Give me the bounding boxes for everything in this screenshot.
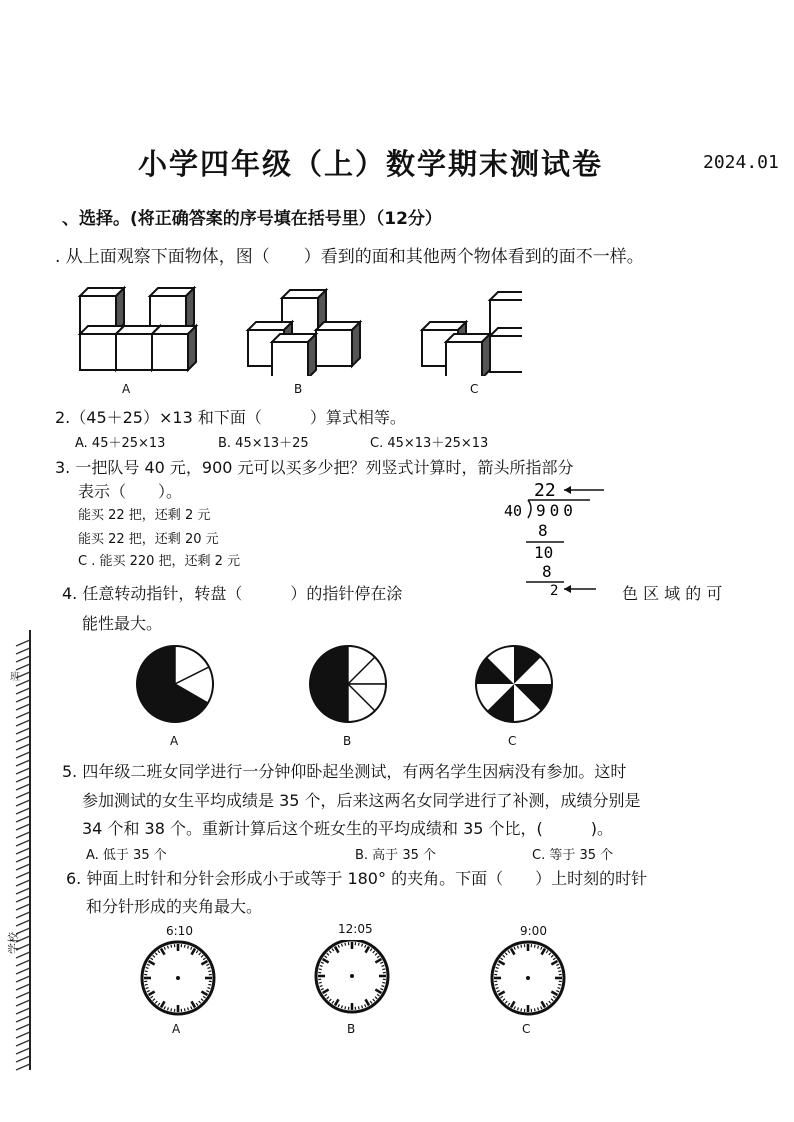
spinner-c bbox=[476, 646, 552, 722]
clock-b-time: 12:05 bbox=[338, 922, 373, 936]
clock-face-b bbox=[316, 940, 388, 1012]
svg-text:班: 班 bbox=[10, 672, 20, 683]
q2-option-b: B. 45×13＋25 bbox=[218, 436, 309, 451]
question-6-line-2: 和分针形成的夹角最大。 bbox=[86, 897, 263, 916]
binding-margin bbox=[0, 600, 50, 1080]
question-5-line-1: 5. 四年级二班女同学进行一分钟仰卧起坐测试，有两名学生因病没有参加。这时 bbox=[62, 762, 627, 781]
page-title: 小学四年级（上）数学期末测试卷 bbox=[138, 147, 604, 181]
question-1-text: . 从上面观察下面物体，图（ ）看到的面和其他两个物体看到的面不一样。 bbox=[55, 247, 644, 267]
question-4-line-2: 能性最大。 bbox=[82, 614, 163, 633]
question-6-line-1: 6. 钟面上时针和分针会形成小于或等于 180° 的夹角。下面（ ）上时刻的时针 bbox=[66, 869, 648, 888]
school-label: 学校 bbox=[7, 932, 20, 954]
division-dividend: 900 bbox=[536, 501, 577, 520]
division-remainder: 2 bbox=[550, 583, 559, 598]
section-heading: 、选择。(将正确答案的序号填在括号里）（12分） bbox=[62, 209, 442, 229]
clock-faces bbox=[130, 940, 600, 1020]
clock-face-a bbox=[142, 942, 214, 1014]
figure-label-b: B bbox=[294, 382, 303, 396]
clock-label-a: A bbox=[172, 1022, 181, 1036]
spinner-label-a: A bbox=[170, 734, 179, 748]
question-4-line-1a: 4. 任意转动指针，转盘（ ）的指针停在涂 bbox=[62, 584, 403, 603]
q2-option-a: A. 45＋25×13 bbox=[75, 436, 166, 451]
clock-c-time: 9:00 bbox=[520, 924, 547, 938]
cube-figure-c bbox=[422, 292, 522, 376]
cube-figures bbox=[72, 284, 522, 376]
division-step-3: 8 bbox=[542, 562, 552, 581]
question-4-line-1b: 色 区 域 的 可 bbox=[622, 584, 723, 603]
spinner-label-b: B bbox=[343, 734, 352, 748]
question-5-line-3: 34 个和 38 个。重新计算后这个班女生的平均成绩和 35 个比，( )。 bbox=[82, 819, 613, 838]
spinner-label-c: C bbox=[508, 734, 517, 748]
q3-option-c: C . 能买 220 把，还剩 2 元 bbox=[78, 554, 241, 569]
division-step-1: 8 bbox=[538, 521, 548, 540]
q3-option-a: 能买 22 把，还剩 2 元 bbox=[78, 508, 211, 523]
question-3-line-1: 3. 一把队号 40 元，900 元可以买多少把？列竖式计算时，箭头所指部分 bbox=[55, 458, 574, 477]
q5-option-a: A. 低于 35 个 bbox=[86, 848, 167, 863]
question-2-text: 2.（45＋25）×13 和下面（ ）算式相等。 bbox=[55, 408, 406, 427]
division-step-2: 10 bbox=[534, 543, 554, 562]
clock-label-b: B bbox=[347, 1022, 356, 1036]
cube-figure-a bbox=[80, 288, 196, 370]
cube-figure-b bbox=[248, 290, 360, 376]
clock-a-time: 6:10 bbox=[166, 924, 193, 938]
figure-label-a: A bbox=[122, 382, 131, 396]
q2-option-c: C. 45×13＋25×13 bbox=[370, 436, 489, 451]
q5-option-b: B. 高于 35 个 bbox=[355, 848, 436, 863]
q5-option-c: C. 等于 35 个 bbox=[532, 848, 614, 863]
spinner-b bbox=[310, 646, 386, 722]
division-quotient: 22 bbox=[534, 480, 556, 501]
clock-label-c: C bbox=[522, 1022, 531, 1036]
long-division bbox=[498, 478, 618, 598]
exam-date: 2024.01 bbox=[703, 152, 779, 173]
q3-option-b: 能买 22 把，还剩 20 元 bbox=[78, 532, 219, 547]
figure-label-c: C bbox=[470, 382, 479, 396]
clock-face-c bbox=[492, 942, 564, 1014]
division-divisor: 40 bbox=[504, 502, 523, 520]
spinner-a bbox=[137, 646, 213, 722]
spinners bbox=[130, 640, 570, 730]
question-3-line-2: 表示（ ）。 bbox=[78, 482, 183, 501]
question-5-line-2: 参加测试的女生平均成绩是 35 个，后来这两名女同学进行了补测，成绩分别是 bbox=[82, 791, 641, 810]
